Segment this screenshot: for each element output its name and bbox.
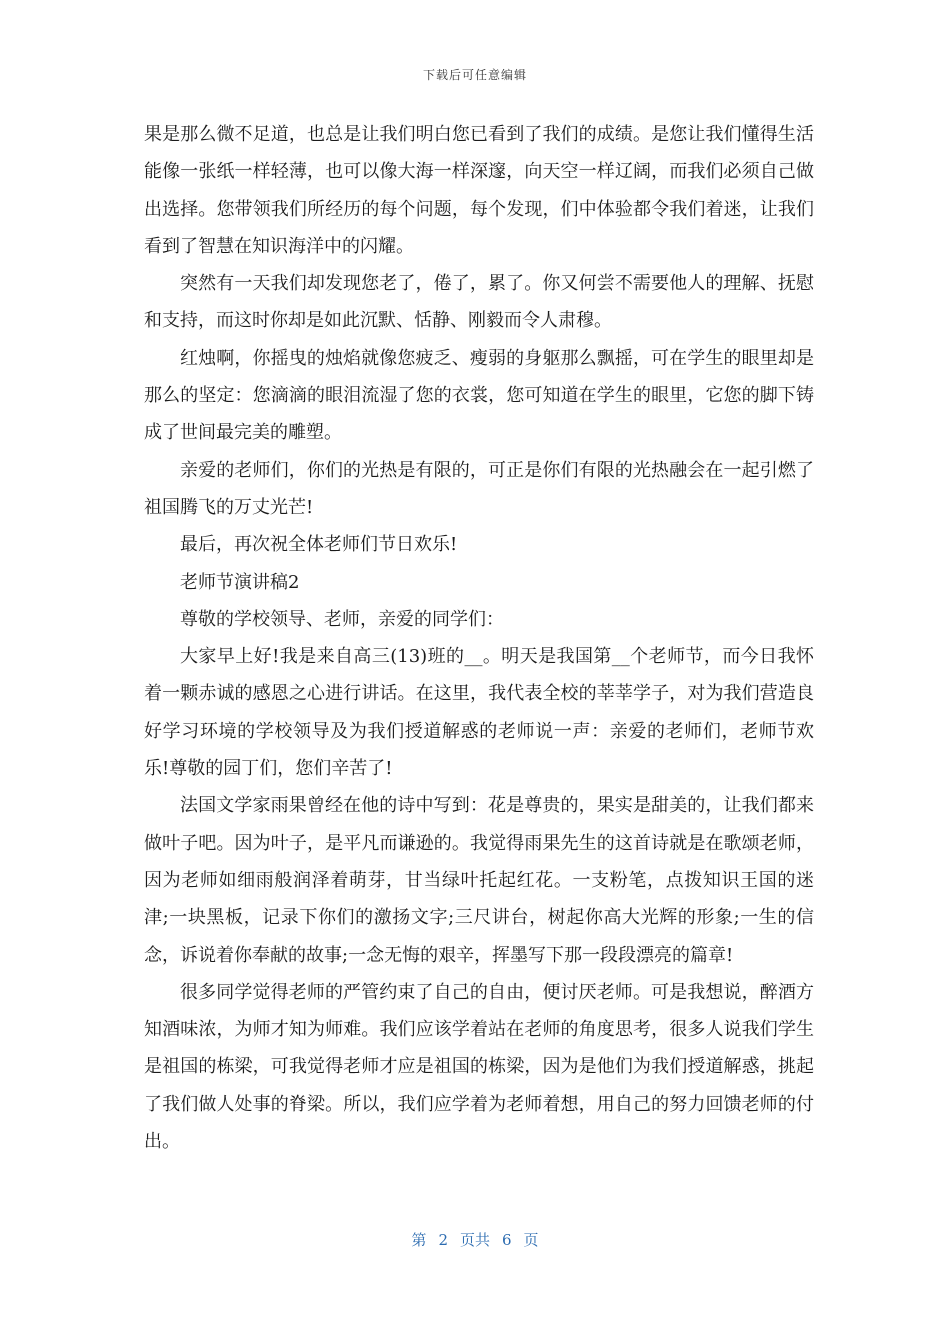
document-body: [144, 116, 814, 1160]
footer-label-of: 页共: [459, 1231, 490, 1249]
section-title: 老师节演讲稿2: [180, 571, 300, 593]
paragraph-2: 突然有一天我们却发现您老了，倦了，累了。你又何尝不需要他人的理解、抚慰和支持，而这时你却是如此沉默、恬静、刚毅而令人肃穆。: [144, 273, 814, 332]
header-note: 下载后可任意编辑: [422, 68, 527, 82]
paragraph-3: 红烛啊，你摇曳的烛焰就像您疲乏、瘦弱的身躯那么飘摇，可在学生的眼里却是那么的坚定：您滴滴的眼泪流湿了您的衣裳，您可知道在学生的眼里，它您的脚下铸成了世间最完美的雕塑。: [144, 347, 814, 444]
footer-total-pages: 6: [502, 1231, 512, 1249]
page-footer: [0, 1229, 950, 1250]
paragraph-4: 亲爱的老师们，你们的光热是有限的，可正是你们有限的光热融会在一起引燃了祖国腾飞的万丈光芒!: [144, 459, 814, 518]
salutation: 尊敬的学校领导、老师，亲爱的同学们：: [180, 608, 504, 630]
paragraph-5: 最后，再次祝全体老师们节日欢乐!: [180, 534, 458, 556]
footer-label-end: 页: [523, 1231, 539, 1249]
footer-current-page: 2: [438, 1231, 448, 1249]
paragraph-8: 很多同学觉得老师的严管约束了自己的自由，便讨厌老师。可是我想说，醉酒方知酒味浓，为师才知为师难。我们应该学着站在老师的角度思考，很多人说我们学生是祖国的栋梁，可我觉得老师才应是祖国的栋梁，因为是他们为我们授道解惑，挑起了我们做人处事的脊梁。所以，我们应学着为老师着想，用自己的努力回馈老师的付出。: [144, 981, 814, 1153]
paragraph-7: 法国文学家雨果曾经在他的诗中写到：花是尊贵的，果实是甜美的，让我们都来做叶子吧。因为叶子，是平凡而谦逊的。我觉得雨果先生的这首诗就是在歌颂老师，因为老师如细雨般润泽着萌芽，甘当绿叶托起红花。一支粉笔，点拨知识王国的迷津;一块黑板，记录下你们的激扬文字;三尺讲台，树起你高大光辉的形象;一生的信念，诉说着你奉献的故事;一念无悔的艰辛，挥墨写下那一段段漂亮的篇章!: [144, 795, 814, 966]
footer-label-page: 第: [411, 1231, 427, 1249]
paragraph-6: 大家早上好!我是来自高三(13)班的__。明天是我国第__个老师节，而今日我怀着一颗赤诚的感恩之心进行讲话。在这里，我代表全校的莘莘学子，对为我们营造良好学习环境的学校领导及为我们授道解惑的老师说一声：亲爱的老师们，老师节欢乐!尊敬的园丁们，您们辛苦了!: [144, 646, 814, 780]
paragraph-1: 果是那么微不足道，也总是让我们明白您已看到了我们的成绩。是您让我们懂得生活能像一张纸一样轻薄，也可以像大海一样深邃，向天空一样辽阔，而我们必须自己做出选择。您带领我们所经历的每个问题，每个发现，们中体验都令我们着迷，让我们看到了智慧在知识海洋中的闪耀。: [144, 124, 814, 257]
